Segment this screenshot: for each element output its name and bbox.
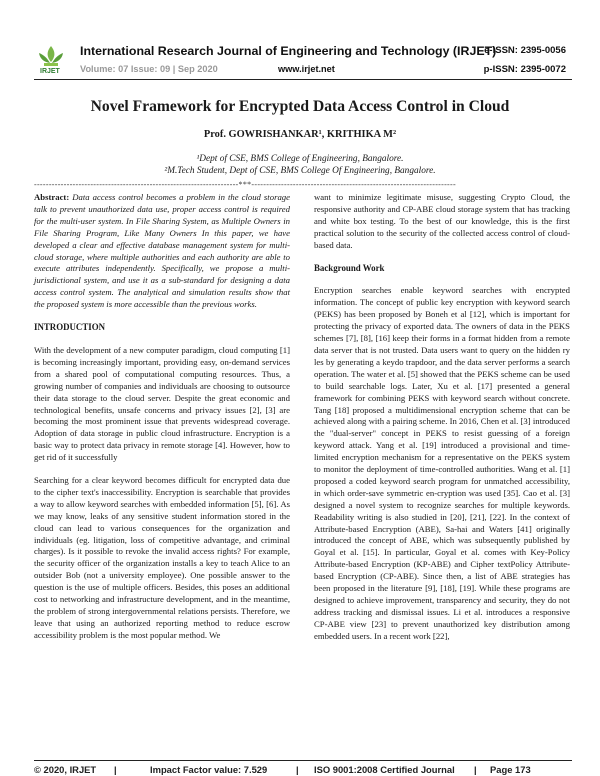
journal-website-link[interactable]: www.irjet.net	[278, 64, 335, 74]
left-column	[34, 192, 290, 642]
abstract-label: Abstract:	[34, 192, 70, 202]
paper-authors: Prof. GOWRISHANKAR¹, KRITHIKA M²	[203, 129, 397, 140]
introduction-paragraph-1: With the development of a new computer paradigm, cloud computing [1] is becoming increasingly important, providing easy, on-demand services from a shared pool of computational computing resources. Thus, a growing number of companies and individuals are choosing to outsource their data storage to the cloud server. Despite the great economic and technological benefits, unsafe concerns and privacy issues [2], [3] are becoming the most prominent issue that prevents widespread coverage. Adoption of data storage in public cloud infrastructure. Encryption is a basic way to protect data privacy in remote storage [4]. However, how to get rid of it successfully	[34, 344, 290, 463]
footer-copyright: © 2020, IRJET	[34, 764, 97, 775]
p-issn: p-ISSN: 2395-0072	[483, 64, 566, 75]
e-issn: e-ISSN: 2395-0056	[484, 45, 566, 56]
continued-paragraph: want to minimize legitimate misuse, suggesting Crypto Cloud, the responsive authority and CP-ABE cloud storage system that has tracking and white box testing. To the best of our knowledge, this is the first practical solution to the security of the collected access control of cloud-based data.	[314, 192, 570, 250]
background-work-paragraph: Encryption searches enable keyword searches with encrypted information. The concept of public key encryption with keyword search (PEKS) has been proposed by Boneh et al [12], which is important for protecting the privacy of exported data. The owners of data in the PEKS schemes [7], [8], [16] keep their forms in a format hidden from a remote data server that is not trusted. Data users want to query on the hidden ry les by generating a keydo trapdoor, and the data server performs a search operation. The water et al. [5] showed that the PEKS scheme can be used to build searchable logs. Later, Xu et al. [17] presented a general framework for combining PEKS with keyword search without concrete. Tang [18] proposed a multidimensional encryption scheme that can be achieved along with a pairing scheme. In 2016, Chen et al. [3] introduced the "dual-server" concept in PEKS to resist guessing of a foreign keyword attack. Yang et al. [19] introduced a provisional and time-limited encryption mechanism for a representative on the PEKS system to monitor the deployment of time-controlled authorities. Wang et al. [1] proposed a coded keyword search program for unmatched accessibility, in which order-save symmetric en-cryption was used [35]. Cao et al. [3] designed a novel system to recognize searches for multiple keywords. Readability writing is also studied in [20], [21], [22]. In the context of Attribute-based Encryption (ABE), Sa-hai and Waters [41] originally introduced the concept of ABE, which was subsequently published by Goyal et al. [15]. In particular, Goyal et al. comes with Key-Policy Attribute-based Encryption (KP-ABE) and Cipher textPolicy Attribute-based Encryption (CP-ABE). Since then, a list of ABE strategies has been proposed in the literature [9], [18], [19]. While these programs are designed to achieve improvement, transparency and security, they do not address tracking and dismissal issues. Li et al. introduces a responsive CP-ABE view [23] to prevent unauthorized key distribution among embedded users. In a recent work [22],	[314, 285, 570, 641]
paper-title: Novel Framework for Encrypted Data Access Control in Cloud	[90, 98, 510, 115]
footer-page-number: Page 173	[490, 764, 531, 775]
introduction-heading: INTRODUCTION	[34, 322, 106, 333]
affiliation-2: ²M.Tech Student, Dept of CSE, BMS College Of Engineering, Bangalore.	[164, 166, 436, 176]
volume-issue: Volume: 07 Issue: 09 | Sep 2020	[80, 64, 218, 74]
footer-impact-factor: Impact Factor value: 7.529	[150, 764, 268, 775]
footer-separator: |	[114, 764, 117, 775]
journal-title: International Research Journal of Engineering and Technology (IRJET)	[80, 44, 497, 58]
background-work-heading: Background Work	[314, 262, 385, 273]
abstract-text: Data access control becomes a problem in the cloud storage talk to prevent unauthorized data use, proper access control is required for the multi-user system. In File Sharing System, as Multiple Owners in File Sharing Program, Like Many Owners In this paper, we have developed a clear and effective database management system for multi-cloud storage, where multiple authorities and each authority are able to execute attributes independently. Specifically, we propose a multi-jurisdictional system, and use it as a sub-standard for designing a data access control system. The analytical and simulation results show that the proposed system is more accessible than the previous works.	[34, 192, 290, 310]
footer-divider	[34, 760, 572, 761]
abstract	[34, 192, 290, 311]
introduction-paragraph-2: Searching for a clear keyword becomes difficult for encrypted data due to the cipher text's inaccessibility. Encryption is searchable that provides a way to allow keyword searches with embedded information [5], [6]. As we may know, leaks of any sensitive student information stored in the cloud can lead to various consequences for the organization and individuals (eg. litigation, loss of competitive advantage, and criminal charges). Is it possible to revoke the invalid access rights? For example, the security officer of the organization installs a key to teach Alice to an outsider Bob (not a university employee). One possible answer to the question is the use of multiple officers. Besides, this poses an additional cost to networking and infrastructure development, and in the meantime, the problem of strong intergovernmental relations persists. Therefore, we leave that using an authorized reporting method to reduce escrow accessibility problem is the most popular method. We	[34, 475, 290, 640]
section-separator: ---------------------------------------------------------------------***---------------------------------------------------------------------	[34, 180, 456, 189]
affiliation-1: ¹Dept of CSE, BMS College of Engineering, Bangalore.	[196, 154, 404, 164]
header-divider	[34, 79, 572, 80]
right-column	[314, 192, 570, 643]
footer-iso: ISO 9001:2008 Certified Journal	[314, 764, 455, 775]
footer-separator: |	[474, 764, 477, 775]
journal-header	[34, 40, 572, 82]
logo-text: IRJET	[40, 68, 60, 75]
footer-separator: |	[296, 764, 299, 775]
